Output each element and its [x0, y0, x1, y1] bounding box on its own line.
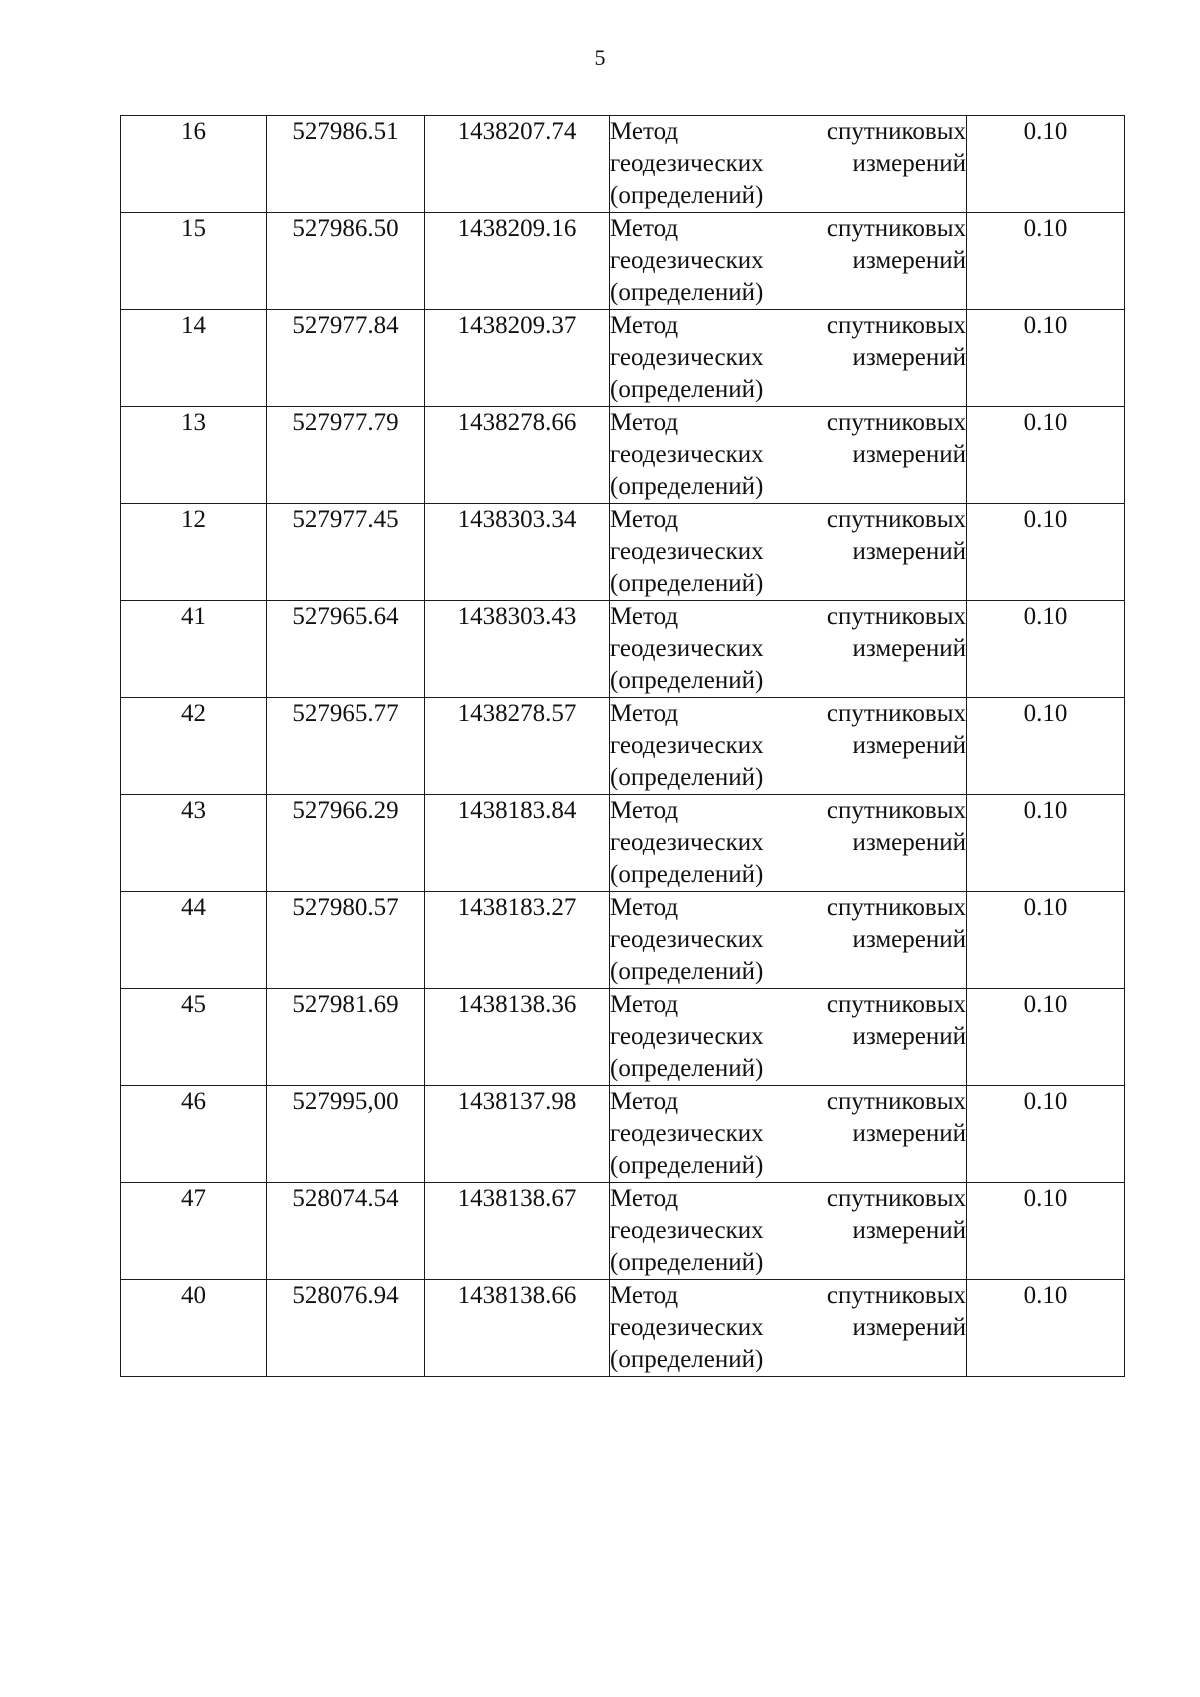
- method-cell: [610, 213, 967, 310]
- accuracy-cell-text: 0.10: [1023, 700, 1068, 727]
- accuracy-cell-text: 0.10: [1023, 894, 1068, 921]
- x-coordinate-cell: [267, 1183, 425, 1280]
- y-coordinate-cell-text: 1438278.57: [457, 700, 577, 727]
- accuracy-cell-text: 0.10: [1023, 118, 1068, 145]
- x-coordinate-cell: [267, 989, 425, 1086]
- point-number-cell: [121, 407, 267, 504]
- method-cell-text: Метод спутниковых геодезических измерений (определений): [610, 603, 966, 694]
- y-coordinate-cell: [425, 116, 610, 213]
- x-coordinate-cell-text: 528076.94: [292, 1282, 399, 1309]
- x-coordinate-cell: [267, 116, 425, 213]
- page-number: 5: [594, 45, 606, 70]
- method-cell-text: Метод спутниковых геодезических измерений (определений): [610, 312, 966, 403]
- method-cell: [610, 601, 967, 698]
- y-coordinate-cell-text: 1438303.34: [457, 506, 577, 533]
- y-coordinate-cell: [425, 892, 610, 989]
- x-coordinate-cell: [267, 601, 425, 698]
- y-coordinate-cell-text: 1438207.74: [457, 118, 577, 145]
- x-coordinate-cell-text: 527986.50: [292, 215, 399, 242]
- y-coordinate-cell: [425, 504, 610, 601]
- x-coordinate-cell: [267, 1086, 425, 1183]
- table-row: [121, 213, 1125, 310]
- x-coordinate-cell: [267, 698, 425, 795]
- accuracy-cell: [967, 795, 1125, 892]
- y-coordinate-cell-text: 1438138.36: [457, 991, 577, 1018]
- table-row: [121, 601, 1125, 698]
- x-coordinate-cell-text: 527977.45: [292, 506, 399, 533]
- y-coordinate-cell-text: 1438183.27: [457, 894, 577, 921]
- table-row: [121, 1183, 1125, 1280]
- method-cell: [610, 1280, 967, 1377]
- method-cell: [610, 1183, 967, 1280]
- table-row: [121, 698, 1125, 795]
- accuracy-cell-text: 0.10: [1023, 1088, 1068, 1115]
- accuracy-cell-text: 0.10: [1023, 797, 1068, 824]
- y-coordinate-cell: [425, 310, 610, 407]
- point-number-cell: [121, 310, 267, 407]
- point-number-cell-text: 47: [181, 1185, 206, 1212]
- point-number-cell-text: 46: [181, 1088, 206, 1115]
- accuracy-cell: [967, 1183, 1125, 1280]
- table-row: [121, 795, 1125, 892]
- y-coordinate-cell-text: 1438137.98: [457, 1088, 577, 1115]
- point-number-cell-text: 42: [181, 700, 206, 727]
- accuracy-cell-text: 0.10: [1023, 506, 1068, 533]
- accuracy-cell-text: 0.10: [1023, 312, 1068, 339]
- point-number-cell-text: 43: [181, 797, 206, 824]
- accuracy-cell: [967, 698, 1125, 795]
- y-coordinate-cell-text: 1438138.67: [457, 1185, 577, 1212]
- point-number-cell-text: 12: [181, 506, 206, 533]
- method-cell-text: Метод спутниковых геодезических измерений (определений): [610, 1185, 966, 1276]
- x-coordinate-cell-text: 527986.51: [292, 118, 399, 145]
- point-number-cell: [121, 116, 267, 213]
- coordinates-table-body: [121, 116, 1125, 1377]
- x-coordinate-cell-text: 527980.57: [292, 894, 399, 921]
- accuracy-cell: [967, 213, 1125, 310]
- table-row: [121, 989, 1125, 1086]
- point-number-cell-text: 40: [181, 1282, 206, 1309]
- table-row: [121, 892, 1125, 989]
- x-coordinate-cell: [267, 795, 425, 892]
- x-coordinate-cell: [267, 504, 425, 601]
- accuracy-cell: [967, 504, 1125, 601]
- accuracy-cell-text: 0.10: [1023, 1282, 1068, 1309]
- x-coordinate-cell-text: 527965.77: [292, 700, 399, 727]
- y-coordinate-cell-text: 1438209.16: [457, 215, 577, 242]
- method-cell: [610, 795, 967, 892]
- x-coordinate-cell-text: 527981.69: [292, 991, 399, 1018]
- y-coordinate-cell-text: 1438138.66: [457, 1282, 577, 1309]
- point-number-cell-text: 14: [181, 312, 206, 339]
- accuracy-cell: [967, 892, 1125, 989]
- method-cell-text: Метод спутниковых геодезических измерений (определений): [610, 1282, 966, 1373]
- x-coordinate-cell: [267, 407, 425, 504]
- point-number-cell: [121, 698, 267, 795]
- point-number-cell-text: 44: [181, 894, 206, 921]
- point-number-cell: [121, 213, 267, 310]
- method-cell-text: Метод спутниковых геодезических измерений (определений): [610, 894, 966, 985]
- y-coordinate-cell: [425, 407, 610, 504]
- x-coordinate-cell: [267, 213, 425, 310]
- accuracy-cell-text: 0.10: [1023, 409, 1068, 436]
- y-coordinate-cell-text: 1438183.84: [457, 797, 577, 824]
- accuracy-cell: [967, 601, 1125, 698]
- x-coordinate-cell-text: 527977.79: [292, 409, 399, 436]
- y-coordinate-cell: [425, 1183, 610, 1280]
- method-cell-text: Метод спутниковых геодезических измерений (определений): [610, 506, 966, 597]
- method-cell-text: Метод спутниковых геодезических измерений (определений): [610, 1088, 966, 1179]
- method-cell-text: Метод спутниковых геодезических измерений (определений): [610, 991, 966, 1082]
- x-coordinate-cell-text: 527995,00: [292, 1088, 399, 1115]
- accuracy-cell: [967, 116, 1125, 213]
- point-number-cell: [121, 504, 267, 601]
- method-cell: [610, 116, 967, 213]
- table-row: [121, 504, 1125, 601]
- y-coordinate-cell: [425, 213, 610, 310]
- y-coordinate-cell: [425, 601, 610, 698]
- accuracy-cell-text: 0.10: [1023, 991, 1068, 1018]
- y-coordinate-cell: [425, 1280, 610, 1377]
- table-row: [121, 116, 1125, 213]
- x-coordinate-cell-text: 527965.64: [292, 603, 399, 630]
- point-number-cell: [121, 989, 267, 1086]
- point-number-cell-text: 45: [181, 991, 206, 1018]
- method-cell: [610, 407, 967, 504]
- method-cell-text: Метод спутниковых геодезических измерений (определений): [610, 118, 966, 209]
- accuracy-cell: [967, 1086, 1125, 1183]
- x-coordinate-cell: [267, 1280, 425, 1377]
- point-number-cell: [121, 1280, 267, 1377]
- point-number-cell: [121, 892, 267, 989]
- point-number-cell-text: 13: [181, 409, 206, 436]
- accuracy-cell: [967, 1280, 1125, 1377]
- method-cell: [610, 310, 967, 407]
- point-number-cell: [121, 1086, 267, 1183]
- method-cell: [610, 892, 967, 989]
- accuracy-cell: [967, 310, 1125, 407]
- method-cell-text: Метод спутниковых геодезических измерений (определений): [610, 215, 966, 306]
- y-coordinate-cell: [425, 795, 610, 892]
- y-coordinate-cell-text: 1438278.66: [457, 409, 577, 436]
- table-row: [121, 1086, 1125, 1183]
- x-coordinate-cell-text: 527977.84: [292, 312, 399, 339]
- table-row: [121, 1280, 1125, 1377]
- accuracy-cell-text: 0.10: [1023, 215, 1068, 242]
- point-number-cell-text: 16: [181, 118, 206, 145]
- point-number-cell-text: 41: [181, 603, 206, 630]
- accuracy-cell: [967, 989, 1125, 1086]
- x-coordinate-cell-text: 527966.29: [292, 797, 399, 824]
- point-number-cell-text: 15: [181, 215, 206, 242]
- point-number-cell: [121, 1183, 267, 1280]
- point-number-cell: [121, 601, 267, 698]
- y-coordinate-cell: [425, 1086, 610, 1183]
- x-coordinate-cell: [267, 892, 425, 989]
- y-coordinate-cell-text: 1438209.37: [457, 312, 577, 339]
- x-coordinate-cell-text: 528074.54: [292, 1185, 399, 1212]
- method-cell: [610, 1086, 967, 1183]
- accuracy-cell: [967, 407, 1125, 504]
- method-cell-text: Метод спутниковых геодезических измерений (определений): [610, 797, 966, 888]
- table-row: [121, 407, 1125, 504]
- table-row: [121, 310, 1125, 407]
- point-number-cell: [121, 795, 267, 892]
- accuracy-cell-text: 0.10: [1023, 603, 1068, 630]
- method-cell: [610, 989, 967, 1086]
- coordinates-table: [120, 115, 1125, 1377]
- method-cell: [610, 698, 967, 795]
- method-cell-text: Метод спутниковых геодезических измерений (определений): [610, 700, 966, 791]
- y-coordinate-cell: [425, 698, 610, 795]
- method-cell: [610, 504, 967, 601]
- method-cell-text: Метод спутниковых геодезических измерений (определений): [610, 409, 966, 500]
- y-coordinate-cell: [425, 989, 610, 1086]
- accuracy-cell-text: 0.10: [1023, 1185, 1068, 1212]
- y-coordinate-cell-text: 1438303.43: [457, 603, 577, 630]
- x-coordinate-cell: [267, 310, 425, 407]
